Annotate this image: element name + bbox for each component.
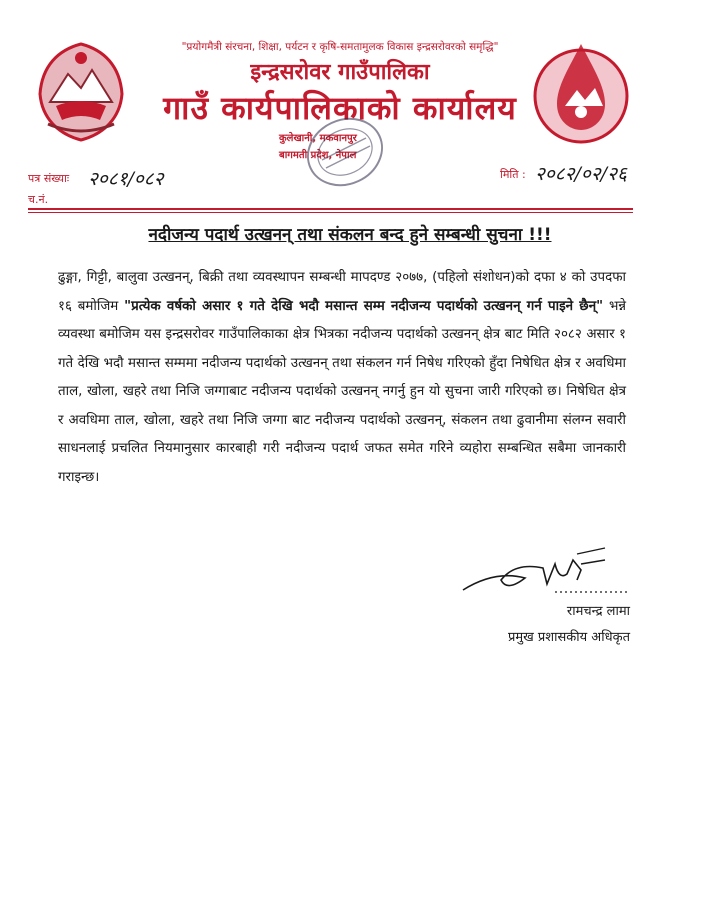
address-line-1: कुलेखानी, मकवानपुर: [279, 133, 357, 144]
notice-body-part-2: भन्ने व्यवस्था बमोजिम यस इन्द्रसरोवर गाउँपालिकाका क्षेत्र भित्रका नदीजन्य पदार्थको उत्खनन् क्षेत्र बाट मिति २०८२ असार १ गते देखि भदौ मसान्त सम्ममा नदीजन्य पदार्थको उत्खनन् तथा संकलन गर्न निषेध गरिएको हुँदा निषेधित क्षेत्र र अवधिमा ताल, खोला, खहरे तथा निजि जग्गाबाट नदीजन्य पदार्थको उत्खनन् नगर्नु हुन यो सुचना जारी गरिएको छ। निषेधित क्षेत्र र अवधिमा ताल, खोला, खहरे तथा निजि जग्गा बाट नदीजन्य पदार्थको उत्खनन्, संकलन तथा ढुवानीमा संलग्न सवारी साधनलाई प्रचलित नियमानुसार कारबाही गरी नदीजन्य पदार्थ जफत समेत गरिने व्यहोरा सम्बन्धित सबैमा जानकारी गराइन्छ।: [58, 298, 626, 485]
signer-name: रामचन्द्र लामा: [566, 604, 630, 619]
header-divider: [28, 208, 633, 210]
date-label: मिति :: [500, 168, 526, 181]
date-value: २०८२/०२/२६: [535, 163, 627, 185]
notice-body: [58, 264, 626, 492]
notice-body-quoted-rule: "प्रत्येक वर्षको असार १ गते देखि भदौ मसान्त सम्म नदीजन्य पदार्थको उत्खनन् गर्न पाइने छैन्": [124, 298, 604, 314]
address-line-2: बागमती प्रदेश, नेपाल: [279, 150, 357, 161]
reference-number-value: २०८१/०८२: [88, 168, 164, 190]
organization-name: इन्द्रसरोवर गाउँपालिका: [250, 60, 430, 85]
header-motto: "प्रयोगमैत्री संरचना, शिक्षा, पर्यटन र कृषि-समतामुलक विकास इन्द्रसरोवरको समृद्धि": [181, 41, 499, 53]
office-name: गाउँ कार्यपालिकाको कार्यालय: [163, 89, 517, 127]
signature-icon: [455, 540, 630, 600]
signer-title: प्रमुख प्रशासकीय अधिकृत: [507, 630, 630, 645]
reference-number-label: पत्र संख्याः: [28, 172, 70, 185]
dispatch-number-label: च.नं.: [28, 193, 49, 206]
notice-body-part-1: ढुङ्गा, गिट्टी, बालुवा उत्खनन्, बिक्री तथा व्यवस्थापन सम्बन्धी मापदण्ड २०७७, (पहिलो संशोधन)को दफा ४ को उपदफा १६ बमोजिम: [58, 270, 626, 314]
official-stamp-icon: [300, 112, 390, 192]
notice-title: नदीजन्य पदार्थ उत्खनन् तथा संकलन बन्द हुने सम्बन्धी सुचना !!!: [148, 225, 552, 245]
nepal-emblem-icon: [28, 36, 134, 146]
header-divider-thin: [28, 212, 633, 213]
